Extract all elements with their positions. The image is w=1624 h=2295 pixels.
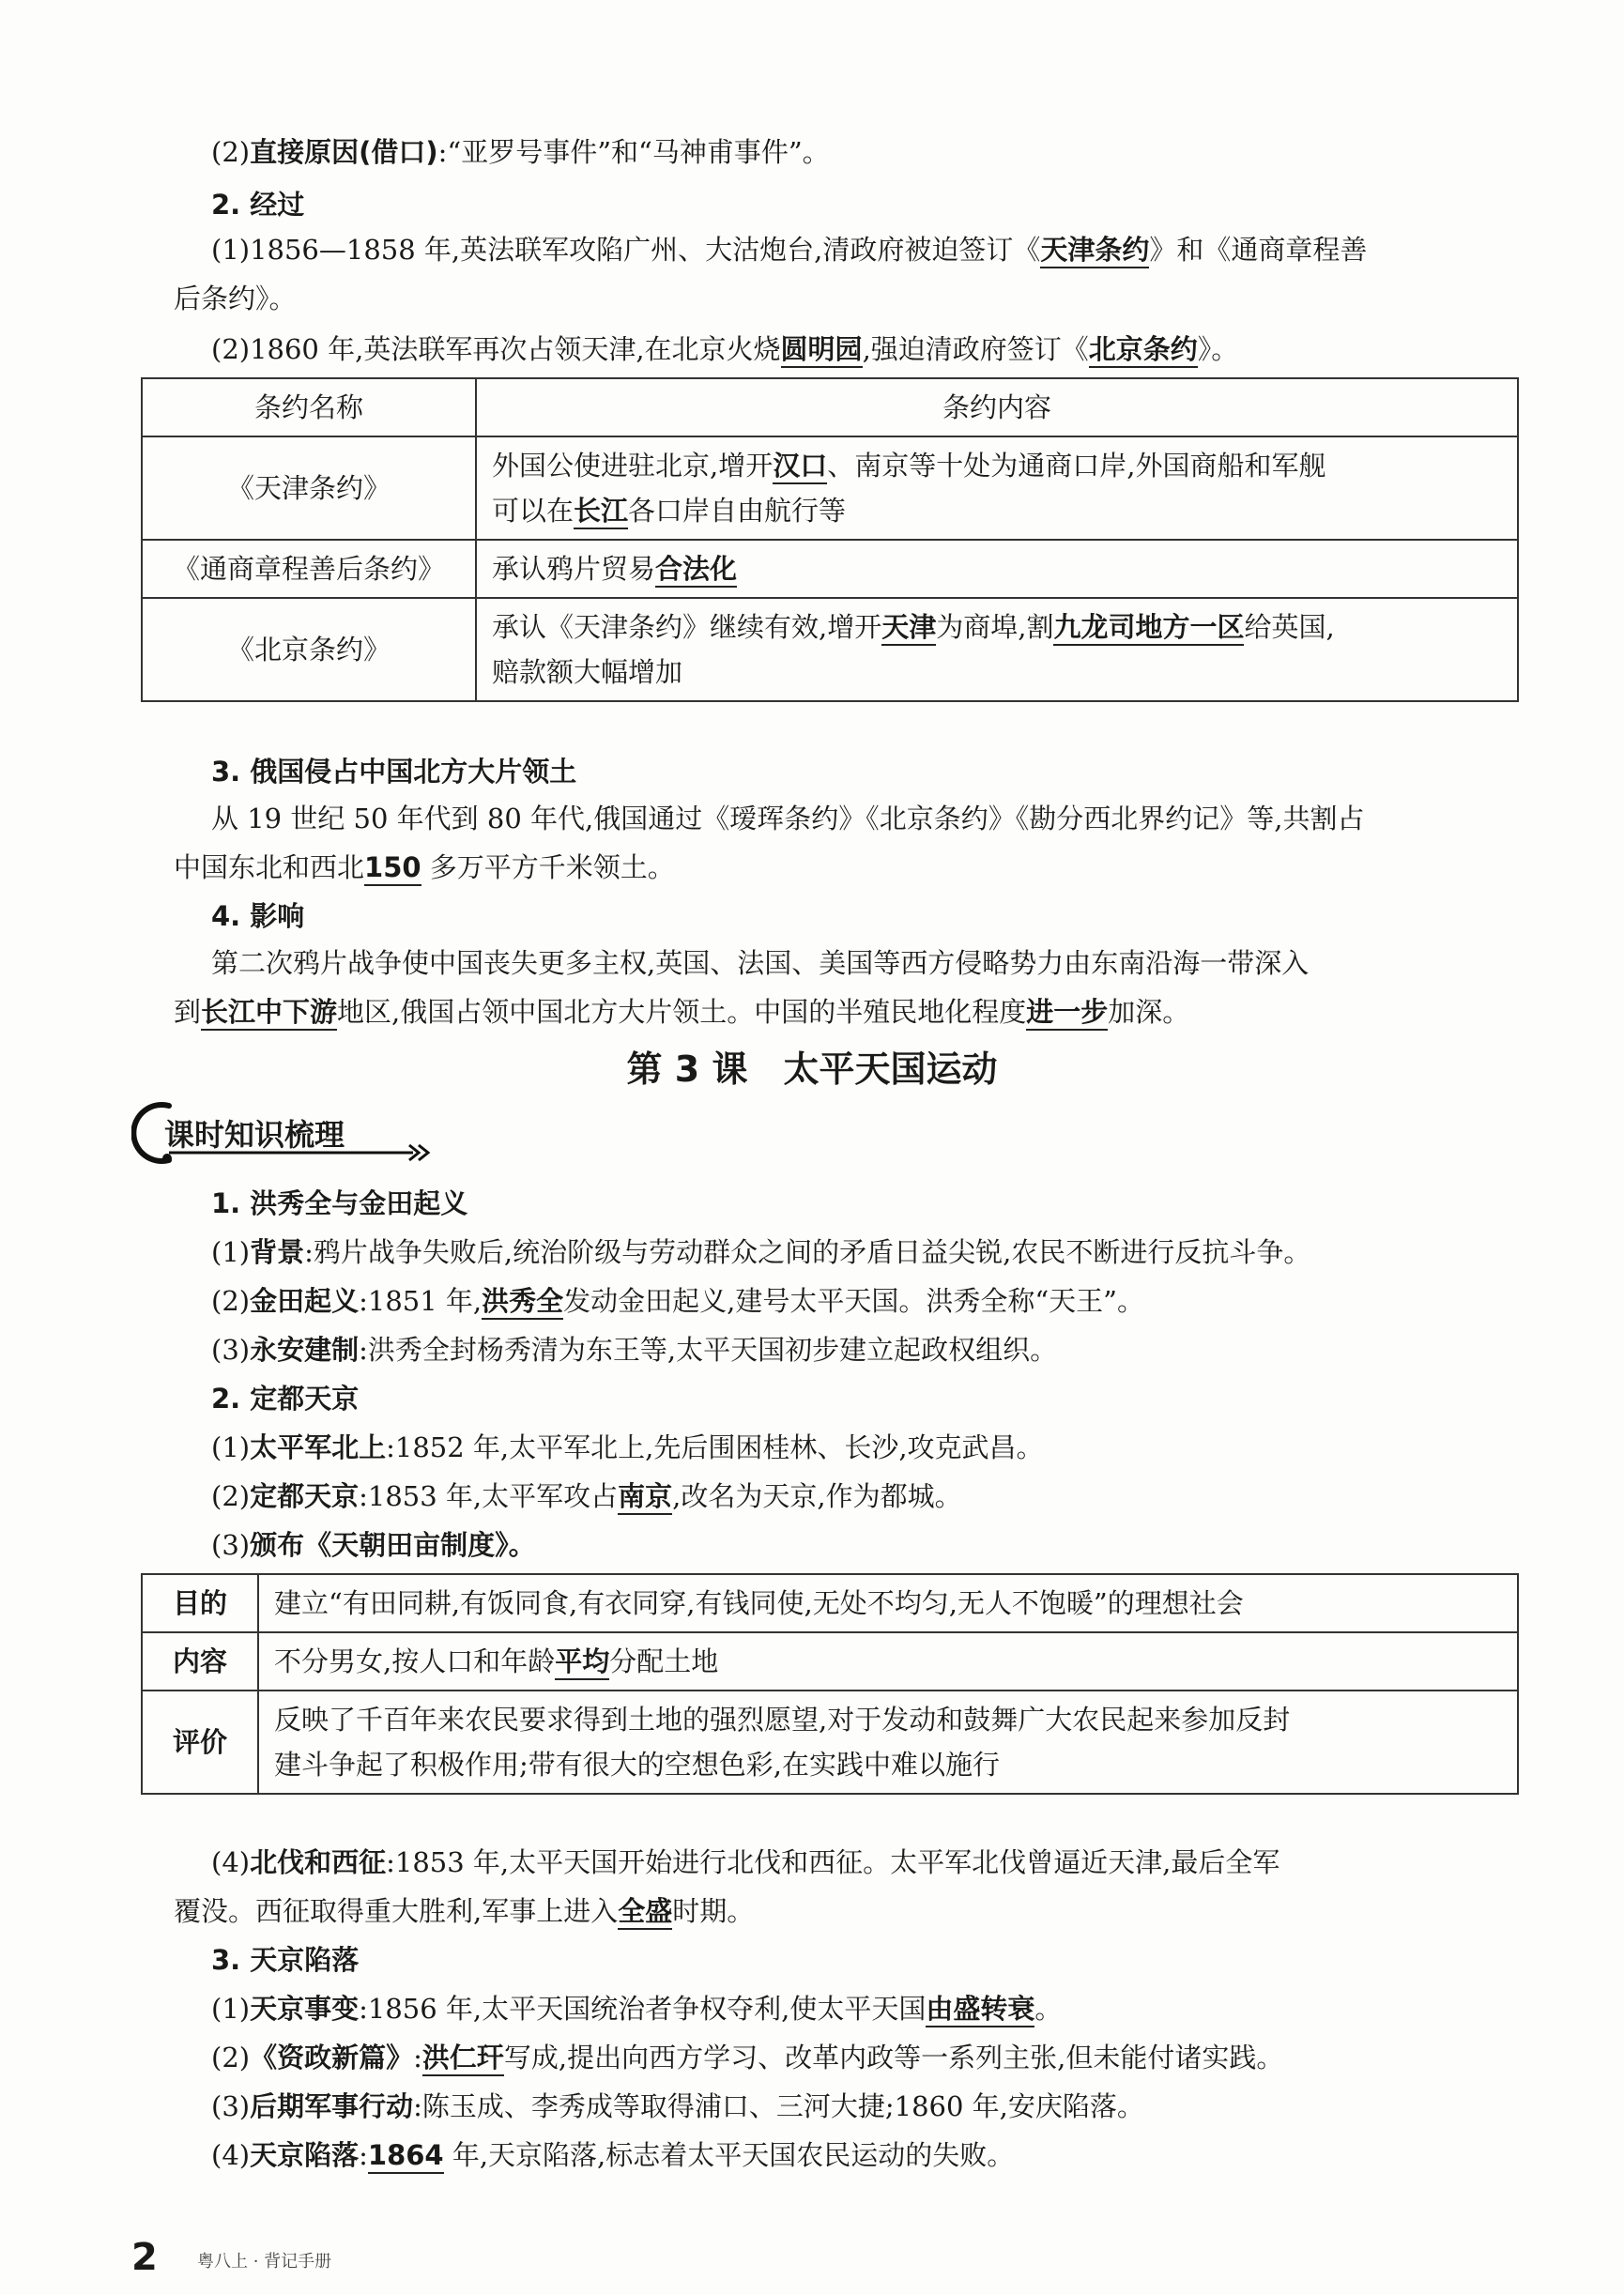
table-row: [142, 1632, 1518, 1691]
text-line: (2)金田起义:1851 年,洪秀全发动金田起义,建号太平天国。洪秀全称“天王”。: [211, 1282, 1554, 1320]
table-row: [142, 598, 1518, 701]
treaty-content: 外国公使进驻北京,增开汉口、南京等十处为通商口岸,外国商船和军舰 可以在长江各口岸自由航行等: [476, 436, 1518, 540]
text-line: 第二次鸦片战争使中国丧失更多主权,英国、法国、美国等西方侵略势力由东南沿海一带深入: [211, 947, 1310, 979]
section-heading: 3. 俄国侵占中国北方大片领土: [211, 756, 577, 788]
tianchao-table: [141, 1573, 1519, 1795]
treaty-name: 《北京条约》: [142, 598, 476, 701]
text-line: (2)定都天京:1853 年,太平军攻占南京,改名为天京,作为都城。: [211, 1477, 1554, 1515]
row-content: 不分男女,按人口和年龄平均分配土地: [258, 1632, 1518, 1691]
text-line: 覆没。西征取得重大胜利,军事上进入全盛时期。: [174, 1892, 1516, 1930]
section-heading: 4. 影响: [211, 900, 305, 932]
table-header: 条约名称: [142, 378, 476, 436]
row-label: 目的: [142, 1574, 258, 1632]
text-line: (1)1856—1858 年,英法联军攻陷广州、大沽炮台,清政府被迫签订《天津条约》和《通商章程善: [211, 231, 1554, 268]
table-row: [142, 436, 1518, 540]
table-header: 条约内容: [476, 378, 1518, 436]
text-line: 后条约》。: [174, 283, 297, 314]
section-heading: 1. 洪秀全与金田起义: [211, 1187, 468, 1219]
text-line: (2)《资政新篇》:洪仁玕写成,提出向西方学习、改革内政等一系列主张,但未能付诸实践。: [211, 2039, 1554, 2076]
text-line: (1)背景:鸦片战争失败后,统治阶级与劳动群众之间的矛盾日益尖锐,农民不断进行反抗斗争。: [211, 1236, 1311, 1268]
section-badge-label: 课时知识梳理: [164, 1117, 345, 1153]
footer-text: 粤八上 · 背记手册: [197, 2252, 332, 2272]
treaty-content: 承认鸦片贸易合法化: [476, 540, 1518, 598]
text-line: (1)天京事变:1856 年,太平天国统治者争权夺利,使太平天国由盛转衰。: [211, 1990, 1554, 2027]
treaty-name: 《天津条约》: [142, 436, 476, 540]
table-row: [142, 540, 1518, 598]
treaty-content: 承认《天津条约》继续有效,增开天津为商埠,割九龙司地方一区给英国, 赔款额大幅增加: [476, 598, 1518, 701]
row-label: 评价: [142, 1691, 258, 1794]
treaty-name: 《通商章程善后条约》: [142, 540, 476, 598]
text-line: (2)1860 年,英法联军再次占领天津,在北京火烧圆明园,强迫清政府签订《北京条约》。: [211, 330, 1554, 368]
text-line: (4)北伐和西征:1853 年,太平天国开始进行北伐和西征。太平军北伐曾逼近天津,最后全军: [211, 1846, 1280, 1878]
text-line: (3)颁布《天朝田亩制度》。: [211, 1529, 536, 1561]
page-number: 2: [131, 2236, 158, 2279]
table-row: [142, 1691, 1518, 1794]
text-line: (4)天京陷落:1864 年,天京陷落,标志着太平天国农民运动的失败。: [211, 2136, 1554, 2174]
row-label: 内容: [142, 1632, 258, 1691]
row-content: 建立“有田同耕,有饭同食,有衣同穿,有钱同使,无处不均匀,无人不饱暖”的理想社会: [258, 1574, 1518, 1632]
row-content: 反映了千百年来农民要求得到土地的强烈愿望,对于发动和鼓舞广大农民起来参加反封 建斗争起了积极作用;带有很大的空想色彩,在实践中难以施行: [258, 1691, 1518, 1794]
section-heading: 2. 定都天京: [211, 1383, 360, 1415]
text-line: (3)后期军事行动:陈玉成、李秀成等取得浦口、三河大捷;1860 年,安庆陷落。: [211, 2090, 1144, 2122]
text-line: (3)永安建制:洪秀全封杨秀清为东王等,太平天国初步建立起政权组织。: [211, 1334, 1058, 1366]
table-row: [142, 1574, 1518, 1632]
lesson-title: 第 3 课 太平天国运动: [626, 1048, 998, 1090]
text-line: 到长江中下游地区,俄国占领中国北方大片领土。中国的半殖民地化程度进一步加深。: [174, 993, 1516, 1031]
treaty-table: [141, 377, 1519, 702]
section-heading: 2. 经过: [211, 189, 305, 221]
text-line: 中国东北和西北150 多万平方千米领土。: [174, 849, 1516, 886]
text-line: (1)太平军北上:1852 年,太平军北上,先后围困桂林、长沙,攻克武昌。: [211, 1431, 1044, 1463]
section-heading: 3. 天京陷落: [211, 1944, 360, 1976]
text-line: 从 19 世纪 50 年代到 80 年代,俄国通过《瑷珲条约》《北京条约》《勘分西北界约记》等,共割占: [211, 803, 1365, 834]
text-line: (2)直接原因(借口):“亚罗号事件”和“马神甫事件”。: [211, 136, 830, 168]
